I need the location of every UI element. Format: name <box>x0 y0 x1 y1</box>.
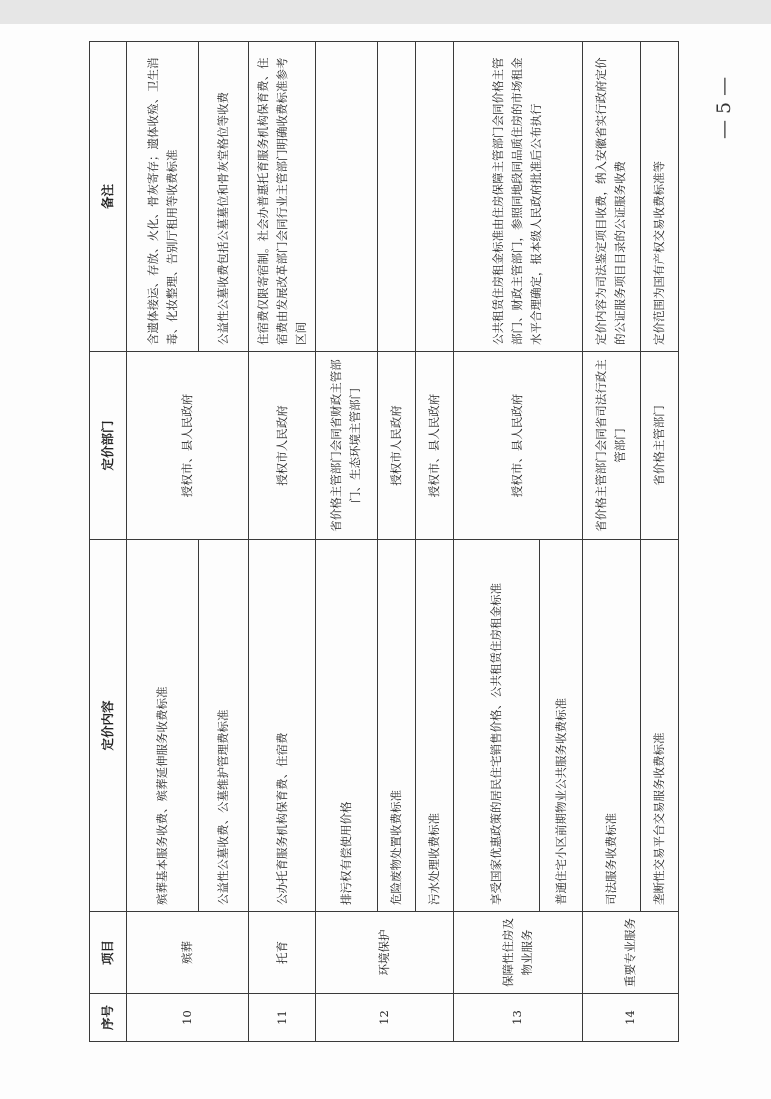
table-row <box>315 42 377 1042</box>
table-header-row <box>90 42 127 1042</box>
remarks-cell: 定价范围为国有产权交易收费标准等 <box>640 42 678 352</box>
remarks-cell: 住宿费仅限寄宿制。社会办普惠托育服务机构保育费、住宿费由发展改革部门会同行业主管部门明确收费标准参考区间 <box>249 42 315 352</box>
pricing-department-cell: 授权市、县人民政府 <box>127 352 249 540</box>
pricing-department-cell: 授权市、县人民政府 <box>454 352 582 540</box>
row-serial: 12 <box>315 994 453 1042</box>
pricing-content-cell: 殡葬基本服务收费、殡葬延伸服务收费标准 <box>127 540 199 912</box>
remarks-cell: 定价内容为司法鉴定项目收费，纳入安徽省实行政府定价的公证服务项目目录的公证服务收费 <box>582 42 640 352</box>
row-item: 环境保护 <box>315 912 453 994</box>
table-row <box>377 42 415 1042</box>
header-pricing-department: 定价部门 <box>90 352 127 540</box>
pricing-content-cell: 司法服务收费标准 <box>582 540 640 912</box>
pricing-department-cell: 授权市人民政府 <box>377 352 415 540</box>
pricing-department-cell: 授权市人民政府 <box>249 352 315 540</box>
pricing-content-cell: 享受国家优惠政策的居民住宅销售价格、公共租赁住房租金标准 <box>454 540 540 912</box>
pricing-department-cell: 省价格主管部门会同省司法行政主管部门 <box>582 352 640 540</box>
row-serial: 13 <box>454 994 582 1042</box>
row-serial: 11 <box>249 994 315 1042</box>
page-number: — 5 — <box>713 76 735 139</box>
remarks-cell: 公共租赁住房租金标准由住房保障主管部门会同价格主管部门、财政主管部门，参照同地段同品质住房的市场租金水平合理确定，报本级人民政府批准后公布执行 <box>454 42 582 352</box>
row-item: 托育 <box>249 912 315 994</box>
table-row <box>582 42 640 1042</box>
pricing-department-cell: 省价格主管部门会同省财政主管部门、生态环境主管部门 <box>315 352 377 540</box>
header-remarks: 备注 <box>90 42 127 352</box>
table-row <box>199 42 249 1042</box>
row-item: 殡葬 <box>127 912 249 994</box>
table-row <box>454 42 540 1042</box>
table-row <box>416 42 454 1042</box>
pricing-department-cell: 授权市、县人民政府 <box>416 352 454 540</box>
row-item: 保障性住房及物业服务 <box>454 912 582 994</box>
remarks-cell <box>416 42 454 352</box>
pricing-content-cell: 排污权有偿使用价格 <box>315 540 377 912</box>
pricing-content-cell: 垄断性交易平台交易服务收费标准 <box>640 540 678 912</box>
remarks-cell <box>377 42 415 352</box>
pricing-content-cell: 普通住宅小区前期物业公共服务收费标准 <box>540 540 582 912</box>
header-item: 项目 <box>90 912 127 994</box>
table-row <box>249 42 315 1042</box>
header-pricing-content: 定价内容 <box>90 540 127 912</box>
row-item: 重要专业服务 <box>582 912 678 994</box>
table-row <box>640 42 678 1042</box>
remarks-cell: 公益性公墓收费包括公墓墓位和骨灰堂格位等收费 <box>199 42 249 352</box>
row-serial: 14 <box>582 994 678 1042</box>
row-serial: 10 <box>127 994 249 1042</box>
pricing-content-cell: 污水处理收费标准 <box>416 540 454 912</box>
pricing-content-cell: 公益性公墓收费、公墓维护管理费标准 <box>199 540 249 912</box>
pricing-content-cell: 危险废物处置收费标准 <box>377 540 415 912</box>
pricing-department-cell: 省价格主管部门 <box>640 352 678 540</box>
remarks-cell: 含遗体接运、存放、火化、骨灰寄存；遗体收殓、卫生消毒、化妆整理、告别厅租用等收费标准 <box>127 42 199 352</box>
pricing-catalog-table <box>89 41 679 1042</box>
pricing-content-cell: 公办托育服务机构保育费、住宿费 <box>249 540 315 912</box>
remarks-cell <box>315 42 377 352</box>
table-row <box>127 42 199 1042</box>
header-serial: 序号 <box>90 994 127 1042</box>
